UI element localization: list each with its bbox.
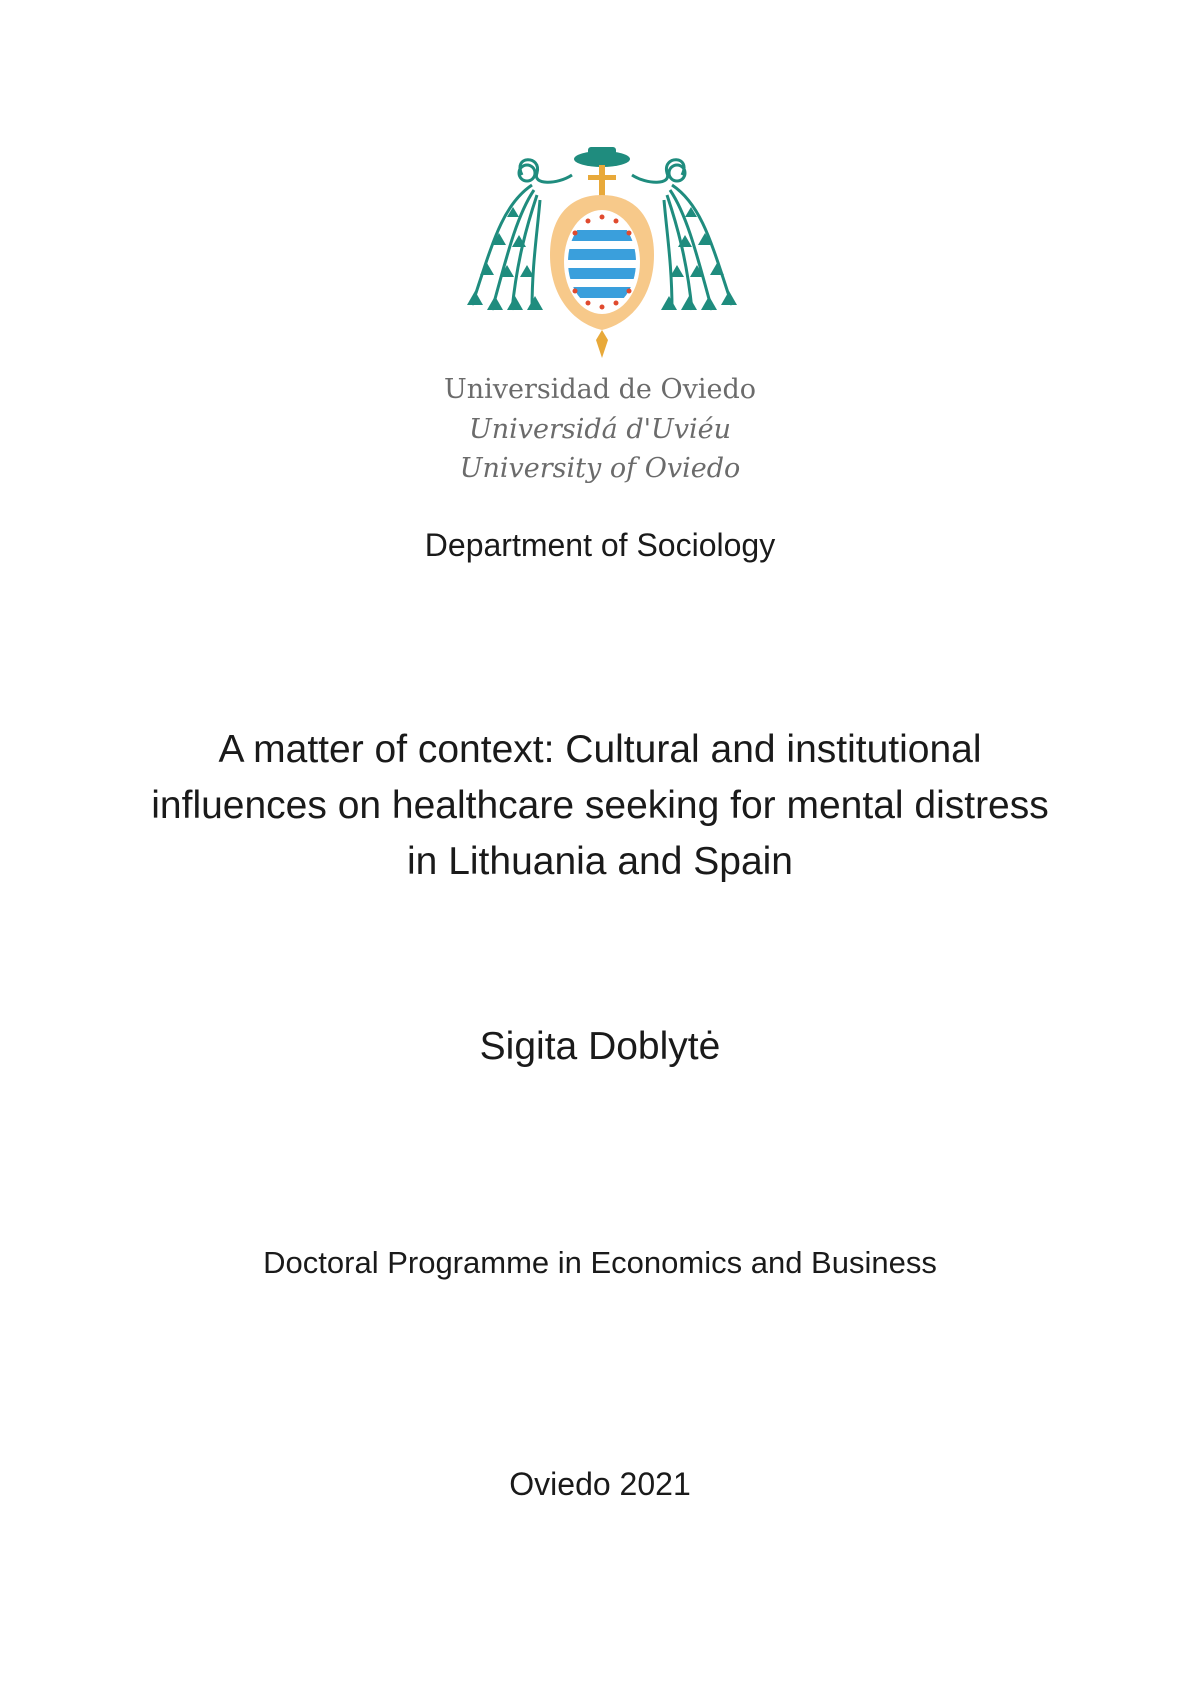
university-name-english: University of Oviedo [459, 453, 741, 484]
doctoral-programme: Doctoral Programme in Economics and Business [263, 1245, 937, 1280]
right-tassels-icon [664, 185, 732, 310]
left-tassels-icon [472, 185, 540, 310]
department-name: Department of Sociology [424, 527, 776, 563]
shield-icon [550, 195, 654, 358]
place-and-year: Oviedo 2021 [509, 1466, 691, 1502]
hat-icon [574, 147, 630, 167]
university-crest-logo [462, 145, 742, 370]
university-name-asturian: Universidá d'Uviéu [468, 414, 732, 445]
cross-icon [588, 165, 616, 199]
thesis-title: A matter of context: Cultural and institutional influences on healthcare seeking for mental distress in Lithuania and Spain [151, 728, 1049, 883]
author-name: Sigita Doblytė [479, 1025, 721, 1068]
university-name-spanish: Universidad de Oviedo [443, 374, 757, 405]
